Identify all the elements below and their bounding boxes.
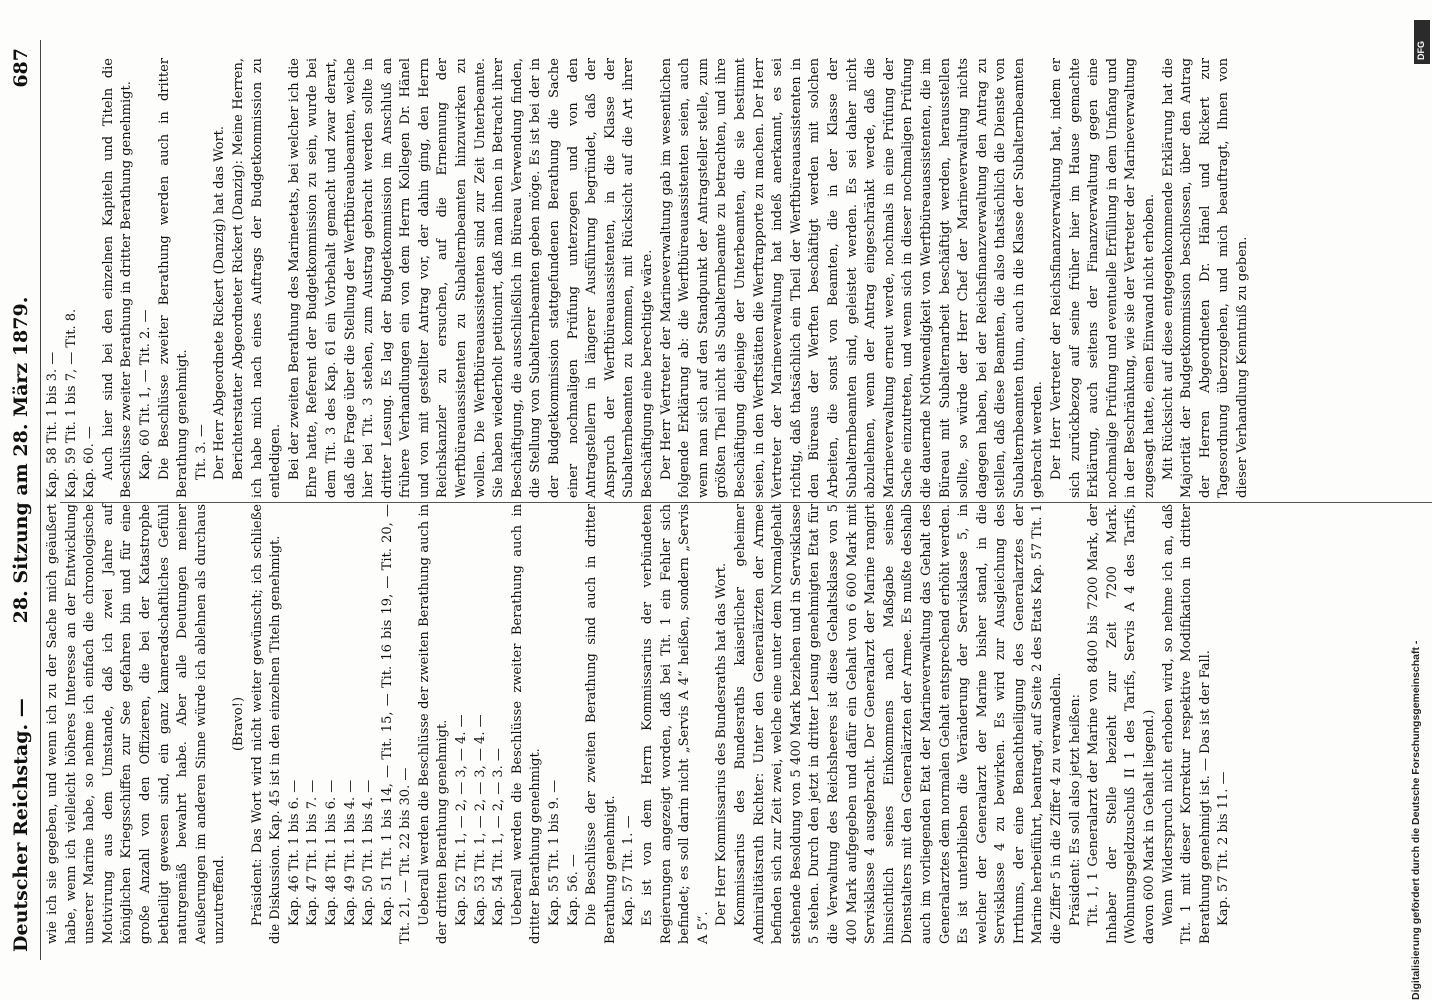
header-left: Deutscher Reichstag. — <box>10 698 32 952</box>
paragraph: Ueberall werden die Beschlüsse zweiter Berathung auch in dritter Berathung genehmigt. <box>509 504 544 944</box>
paragraph: Kap. 58 Tit. 1 bis 3. — <box>45 351 60 498</box>
paragraph: wie ich sie gegeben, und wenn ich zu der Sache mich geäußert habe, wenn ich vielleicht höheres Interesse an der Entwicklung unserer Marine habe, so nehme ich einfach die chronologische Motivirung aus dem Umstande, daß ich zwei Jahre auf königlichen Kriegsschiffen zur See gefahren bin und für eine große Anzahl von den Offizieren, die bei der Katastrophe betheiligt gewesen sind, ein ganz kameradschaftliches Gefühl naturgemäß bewahrt habe. Aber alle Deutungen meiner Aeußerungen im anderen Sinne würde ich ablehnen als durchaus unzutreffend. <box>45 504 228 944</box>
paragraph: Tit. 1, 1 Generalarzt der Marine von 8400 bis 7200 Mark, der Inhaber der Stelle bezieht zur Zeit 7200 Mark. (Wohnungsgeldzuschuß II 1 des Tarifs, Servis A 4 des Tarifs, davon 600 Mark in Gehalt liegend.) <box>1086 504 1158 944</box>
header-rule <box>40 40 41 960</box>
paragraph: Kap. 51 Tit. 1 bis 14, — Tit. 15, — Tit. 16 bis 19, — Tit. 20, — Tit. 21, — Tit. 22 bis 30. — <box>379 504 414 944</box>
paragraph: Mit Rücksicht auf diese entgegenkommende Erklärung hat die Majorität der Budgetkommission beschlossen, über den Antrag der Herren Abgeordneten Dr. Hänel und Rickert zur Tagesordnung überzugehen, und mich beauftragt, Ihnen von dieser Verhandlung Kenntniß zu geben. <box>1160 58 1250 498</box>
paragraph: Der Herr Vertreter der Marineverwaltung gab im wesentlichen folgende Erklärung ab: die Werftbüreauassistenten seien, auch wenn man sich auf den Standpunkt der Antragsteller stelle, zum größten Theil nicht als Subalternbeamte zu betrachten, und ihre Beschäftigung diejenige der Unterbeamten, die sie bestimmt seien, in den Werftstätten die Werftrapporte zu machen. Der Herr Vertreter der Marineverwaltung hat indeß anerkannt, es sei richtig, daß thatsächlich ein Theil der Werftbüreauassistenten in den Büreaus der Werften beschäftigt werden mit solchen Arbeiten, die sonst von Beamten, die in der Klasse der Subalternbeamten sind, geleistet werden. Es sei daher nicht abzulehnen, wenn der Antrag eingeschränkt werde, daß die Marineverwaltung erneut werde, nochmals in eine Prüfung der Sache einzutreten, und wenn sich in dieser nochmaligen Prüfung die dauernde Nothwendigkeit von Werftbüreauassistenten, die im Büreau mit Subalternarbeit beschäftigt werden, herausstellen sollte, so würde der Herr Chef der Marineverwaltung nichts dagegen haben, bei der Reichsfinanzverwaltung den Antrag zu stellen, daß diese Beamten, die also thatsächlich die Dienste von Subalternbeamten thun, auch in die Klasse der Subalternbeamten gebracht werden. <box>658 58 1046 498</box>
paragraph: Die Beschlüsse der zweiten Berathung sind auch in dritter Berathung genehmigt. <box>584 504 618 944</box>
text-column-right <box>44 58 1253 498</box>
paragraph: Kap. 57 Tit. 1. — <box>621 815 637 926</box>
paragraph: Tit. 3. — <box>193 424 209 480</box>
page-header <box>6 40 40 960</box>
paragraph: Der Herr Kommissarius des Bundesraths hat das Wort. <box>714 562 730 926</box>
paragraph: Auch hier sind bei den einzelnen Kapiteln und Titeln die Beschlüsse zweiter Berathung in dritter Berathung genehmigt. <box>100 58 135 498</box>
paragraph: Kap. 52 Tit. 1, — 2, — 3, — 4. — <box>454 714 470 926</box>
paragraph: Kap. 47 Tit. 1 bis 7. — <box>305 779 321 926</box>
paragraph: Ueberall werden die Beschlüsse der zweiten Berathung auch in der dritten Berathung genehmigt. <box>416 504 451 944</box>
paragraph: Kap. 46 Tit. 1 bis 6. — <box>286 779 302 926</box>
paragraph: Der Herr Abgeordnete Rickert (Danzig) hat das Wort. <box>212 125 228 480</box>
paragraph: Die Beschlüsse zweiter Berathung werden auch in dritter Berathung genehmigt. <box>156 58 191 498</box>
paragraph: Bei der zweiten Berathung des Marineetats, bei welcher ich die Ehre hatte, Referent der Budgetkommission zu sein, wurde bei dem Tit. 3 des Kap. 61 ein Vorbehalt gemacht und zwar derart, daß die Frage über die Stellung der Werftbüreaubeamten, welche hier bei Tit. 3 stehen, zum Austrag gebracht werden sollte in dritter Lesung. Es lag der Budgetkommission im Anschluß an frühere Verhandlungen ein von dem Herrn Kollegen Dr. Hänel und von mit gestellter Antrag vor, der dahin ging, den Herrn Reichskanzler zu ersuchen, auf die Ernennung der Werftbüreauassistenten zu Subalternbeamten hinzuwirken zu wollen. Die Werftbüreauassistenten sind zur Zeit Unterbeamte. Sie haben wiederholt petitionirt, daß man ihnen in Betracht ihrer Beschäftigung, die ausschließlich im Büreau Verwendung finden, die Stellung von Subalternbeamten geben möge. Es ist bei der in der Budgetkommission stattgefundenen Berathung die Sache einer nochmaligen Prüfung unterzogen und von den Antragstellern in längerer Ausführung begründet, daß der Anspruch der Werftbüreauassistenten, in die Klasse der Subalternbeamten zu kommen, mit Rücksicht auf die Art ihrer Beschäftigung eine berechtigte wäre. <box>286 58 655 498</box>
dfg-logo <box>1414 20 1430 64</box>
paragraph: Kap. 56. — <box>565 854 581 926</box>
paragraph: Kap. 54 Tit. 1, — 2, — 3. — <box>491 748 507 926</box>
paragraph: Kap. 59 Tit. 1 bis 7, — Tit. 8. <box>63 308 79 498</box>
paragraph: Kap. 57 Tit. 2 bis 11. — <box>1216 771 1232 926</box>
paragraph: (Bravo!) <box>230 696 246 752</box>
page-number: 687 <box>10 48 32 88</box>
paragraph: Kap. 60 Tit. 1, — Tit. 2. — <box>137 309 153 480</box>
paragraph: Kap. 49 Tit. 1 bis 4. — <box>342 779 358 926</box>
paragraph: Wenn Widerspruch nicht erhoben wird, so nehme ich an, daß Tit. 1 mit dieser Korrektur respektive Modifikation in dritter Berathung genehmigt ist. — Das ist der Fall. <box>1160 504 1213 944</box>
paragraph: Kap. 53 Tit. 1, — 2, — 3, — 4. — <box>472 714 488 926</box>
paragraph: Kap. 50 Tit. 1 bis 4. — <box>361 779 377 926</box>
paragraph: Berichterstatter Abgeordneter Rickert (Danzig): Meine Herren, ich habe mich nach eines Auftrags der Budgetkommission zu entledigen. <box>230 58 284 498</box>
digitization-note: Digitalisierung gefördert durch die Deutsche Forschungsgemeinschaft - <box>1410 640 1422 1000</box>
paragraph: Kap. 60. — <box>82 426 98 498</box>
text-column-left <box>44 504 1234 944</box>
paragraph: Kap. 55 Tit. 1 bis 9. — <box>547 779 563 926</box>
header-center: 28. Sitzung am 28. März 1879. <box>10 296 32 624</box>
paragraph: Der Herr Vertreter der Reichsfinanzverwaltung hat, indem er sich zurückbezog auf seine früher hier im Hause gemachte Erklärung, auch seitens der Finanzverwaltung gegen eine nochmalige Prüfung und eventuelle Erfüllung in dem Umfang und in der Beschränkung, wie sie der Vertreter der Marineverwaltung zugesagt hatte, einen Einwand nicht erhoben. <box>1049 58 1158 498</box>
paragraph: Kommissarius des Bundesraths kaiserlicher geheimer Admiralitätsrath Richter: Unter den Generalärzten der Armee befinden sich zur Zeit zwei, welche eine unter dem Normalgehalt stehende Besoldung von 5 400 Mark beziehen und in Servisklasse 5 stehen. Durch den jetzt in dritter Lesung genehmigten Etat für die Verwaltung des Reichsheeres ist diese Gehaltsklasse von 5 400 Mark aufgegeben und dafür ein Gehalt von 6 600 Mark mit Servisklasse 4 ausgebracht. Der Generalarzt der Marine rangirt hinsichtlich seines Einkommens nach Maßgabe seines Dienstalters mit den Generalärzten der Armee. Es mußte deshalb auch im vorliegenden Etat der Marineverwaltung das Gehalt des Generalarztes dem normalen Gehalt entsprechend erhöht werden. Es ist unterblieben die Veränderung der Servisklasse 5, in welcher der Generalarzt der Marine bisher stand, in die Servisklasse 4 zu bewirken. Es wird zur Ausgleichung des Irrthums, der eine Benachtheiligung des Generalarztes der Marine herbeiführt, beantragt, auf Seite 2 des Etats Kap. 57 Tit. 1 die Ziffer 5 in die Ziffer 4 zu verwandeln. <box>732 504 1065 944</box>
digitization-footer <box>1410 10 1428 1000</box>
paragraph: Präsident: Das Wort wird nicht weiter gewünscht; ich schließe die Diskussion. Kap. 45 ist in den einzelnen Titeln genehmigt. <box>249 504 284 944</box>
column-divider <box>60 502 1432 503</box>
paragraph: Es ist von dem Herrn Kommissarius der verbündeten Regierungen angezeigt worden, daß bei Tit. 1 ein Fehler sich befindet; es soll darin nicht „Servis A 4“ heißen, sondern „Servis A 5“. <box>640 504 711 944</box>
paragraph: Präsident: Es soll also jetzt heißen: <box>1067 694 1083 926</box>
dfg-logo-text: DFG <box>1416 41 1426 60</box>
paragraph: Kap. 48 Tit. 1 bis 6. — <box>323 779 339 926</box>
